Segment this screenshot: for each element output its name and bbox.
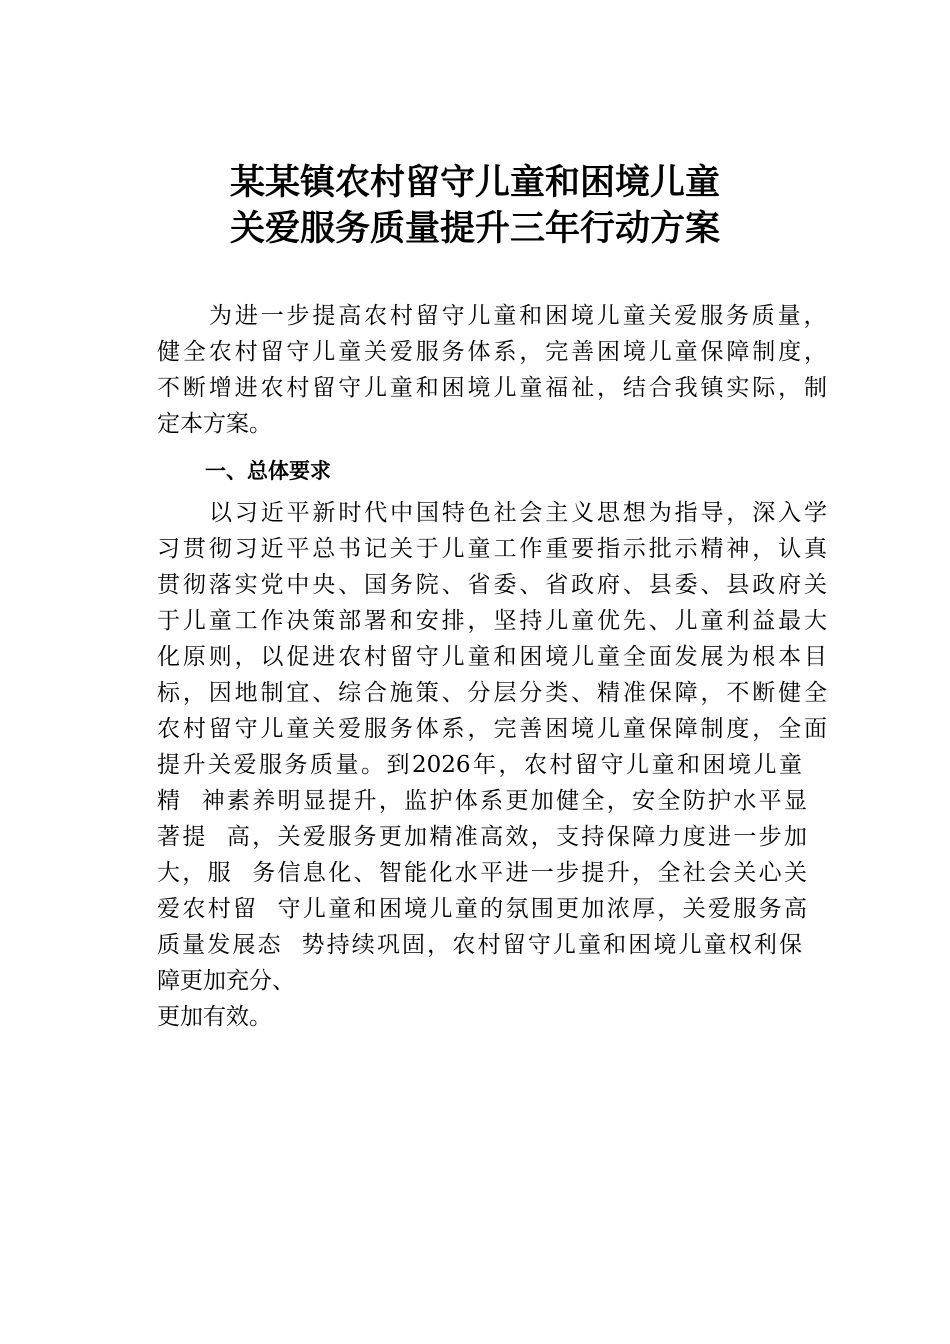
section1-line-2: 习贯彻习近平总书记关于儿童工作重要指示批示精神，认真 xyxy=(157,536,827,562)
section1-line-8: 提升关爱服务质量。到2026年，农村留守儿童和困境儿童 xyxy=(157,752,802,778)
document-title xyxy=(0,160,950,252)
section-heading: 一、总体要求 xyxy=(205,459,331,483)
section1-line-3: 贯彻落实党中央、国务院、省委、省政府、县委、县政府关 xyxy=(157,572,827,598)
intro-line-2: 健全农村留守儿童关爱服务体系，完善困境儿童保障制度， xyxy=(157,339,827,365)
title-line-2: 关爱服务质量提升三年行动方案 xyxy=(229,209,720,249)
section1-line-9: 精 神素养明显提升，监护体系更加健全，安全防护水平显 xyxy=(157,788,807,814)
section1-line-10: 著提 高，关爱服务更加精准高效，支持保障力度进一步加 xyxy=(157,824,807,850)
section1-line-12: 爱农村留 守儿童和困境儿童的氛围更加浓厚，关爱服务高 xyxy=(157,896,807,922)
section1-line-6: 标，因地制宜、综合施策、分层分类、精准保障，不断健全 xyxy=(157,680,827,706)
section1-line-7: 农村留守儿童关爱服务体系，完善困境儿童保障制度，全面 xyxy=(157,716,827,742)
section1-line-5: 化原则，以促进农村留守儿童和困境儿童全面发展为根本目 xyxy=(157,644,827,670)
section1-line-14: 障更加充分、 xyxy=(157,968,295,994)
section1-line-11: 大，服 务信息化、智能化水平进一步提升，全社会关心关 xyxy=(157,860,807,886)
section1-line-4: 于儿童工作决策部署和安排，坚持儿童优先、儿童利益最大 xyxy=(157,608,827,634)
title-line-1: 某某镇农村留守儿童和困境儿童 xyxy=(229,163,720,203)
intro-paragraph xyxy=(157,298,827,442)
section1-line-13: 质量发展态 势持续巩固，农村留守儿童和困境儿童权利保 xyxy=(157,932,802,958)
section1-line-15: 更加有效。 xyxy=(157,1004,272,1030)
intro-line-3: 不断增进农村留守儿童和困境儿童福祉，结合我镇实际，制 xyxy=(157,375,827,401)
intro-line-4: 定本方案。 xyxy=(157,411,272,437)
section1-paragraph xyxy=(157,495,827,1035)
intro-line-1: 为进一步提高农村留守儿童和困境儿童关爱服务质量， xyxy=(209,303,827,329)
section1-line-1: 以习近平新时代中国特色社会主义思想为指导，深入学 xyxy=(209,500,827,526)
